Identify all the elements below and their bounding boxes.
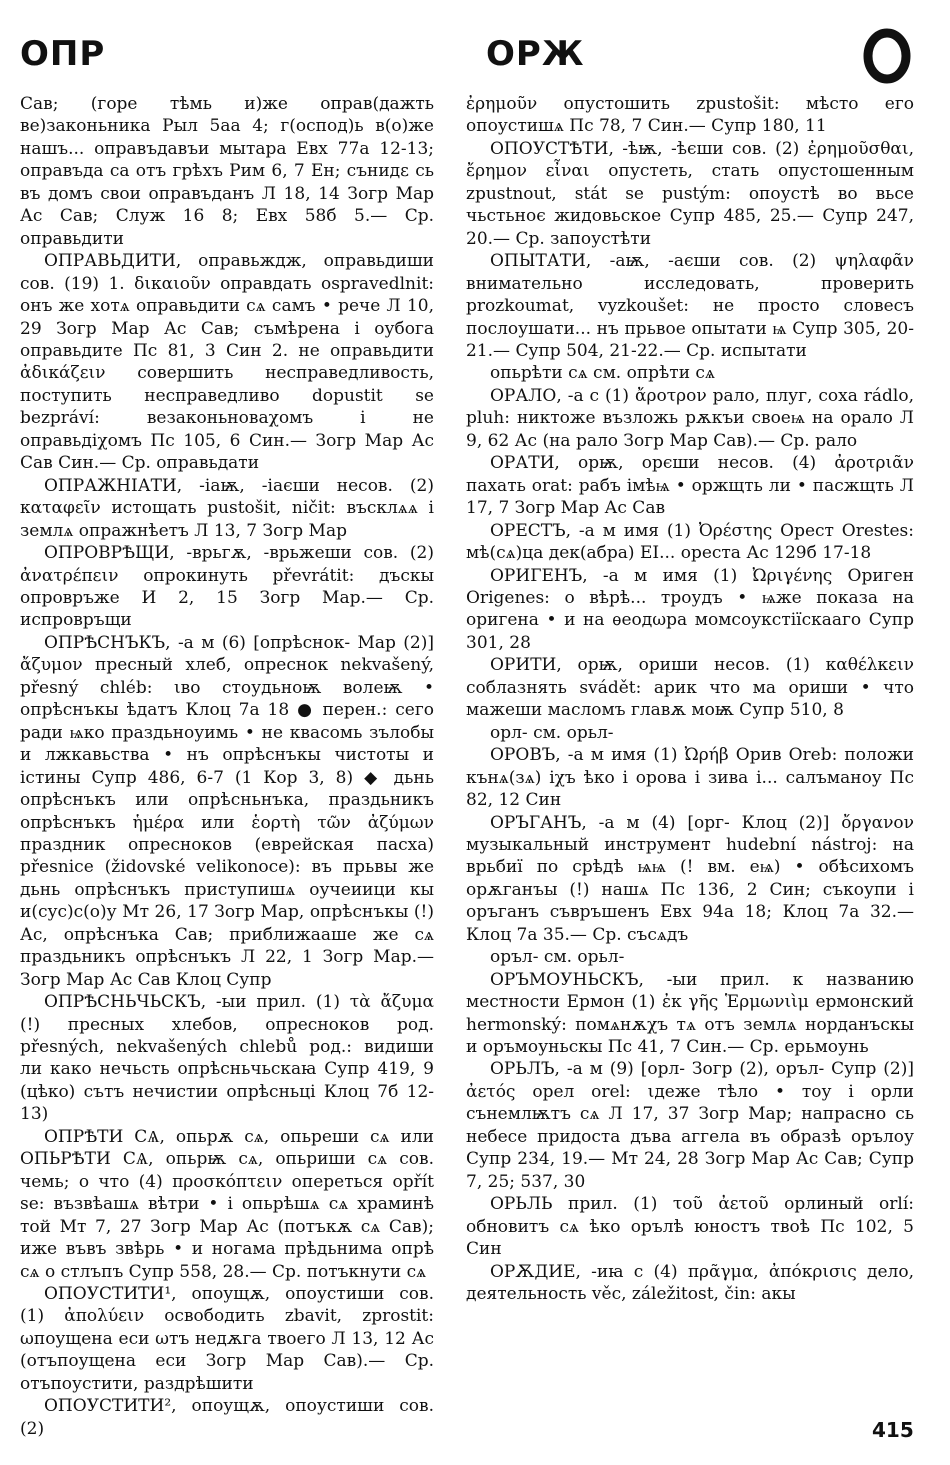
- entry-paragraph: орл- см. орьл-: [490, 722, 614, 743]
- center-running-head: ОРЖ: [486, 34, 585, 74]
- entry-paragraph: ОПРАЖНІАТИ, -іаѭ, -іаєши несов. (2) καταφεῖν истощать pustošit, ničit: въсклѧѧ і землѧ опражнѣетъ Л 13, 7 Зогр Мар: [20, 475, 434, 541]
- entry-paragraph: ОПРѢСНЪКЪ, -а м (6) [опрѣснок- Мар (2)] ἄζυμον пресный хлеб, опреснок nekvašený, přesný chléb: ιво стоудьноѭ волеѭ • опрѣснъкы ѣдатъ Клоц 7а 18 ● перен.: сего ради ѩко праздьноуимь • не квасомь зълобы и лжкавьства • нъ опрѣснъкы чистоты и істины Супр 486, 6-7 (1 Кор 3, 8) ◆ дьнь опрѣснъкъ или опрѣсньнъка, праздьникъ опрѣснъкъ ἡμέρα или ἑορτὴ τῶν ἀζύμων праздник опресноков (еврейская пасха) přesnice (židovské velikonoce): въ прьвы же дьнь опрѣснъкъ приступишѧ оучеиици кы и(сус)с(о)у Мт 26, 17 Зогр Мар, опрѣснъкы (!) Ас, опрѣснъка Сав; приближааше же сѧ праздьникъ опрѣснъкъ Л 22, 1 Зогр Мар.— Зогр Мар Ас Сав Клоц Супр: [20, 632, 434, 990]
- entry-paragraph: ОПРОВРѢЩИ, -врьгѫ, -врьжеши сов. (2) ἀνατρέπειν опрокинуть převrátit: дъскы опровръже И 2, 15 Зогр Мар.— Ср. испровръщи: [20, 543, 434, 631]
- left-column: [20, 93, 434, 1440]
- entry-paragraph: опьрѣти сѧ см. опрѣти сѧ: [490, 363, 715, 384]
- entry-paragraph: ОПРѢСНЬЧЬСКЪ, -ыи прил. (1) τὰ ἄζυμα (!) пресных хлебов, опресноков род. přesných, nekvašených chlebů род.: видиши ли како нечьсть опрѣсньчьскаꙗ Супр 419, 9 (цѣко) сътъ нечистии опрѣсньці Клоц 7б 12-13): [20, 992, 434, 1125]
- entry-paragraph: ОПОУСТѢТИ, -ѣѭ, -ѣєши сов. (2) ἐρημοῦσθαι, ἔρημον εἶναι опустеть, стать опустошенным zpustnout, stát se pustým: опоустѣ во вьсе чьстьноє жидовьское Супр 485, 25.— Супр 247, 20.— Ср. запоустѣти: [466, 138, 914, 249]
- section-letter-o-icon: [862, 28, 912, 84]
- entry-paragraph: ОРИГЕНЪ, -а м имя (1) Ὠριγένης Ориген Origenes: о вѣрѣ... троудъ • ѩже показа на оригена • и на ѳеодωра момсоукстіїскааго Супр 301, 28: [466, 565, 914, 653]
- entry-paragraph: ОРЬЛЬ прил. (1) τοῦ ἀετοῦ орлиный orlí: обновитъ сѧ ѣко орълѣ юностъ твоѣ Пс 102, 5 Син: [466, 1194, 914, 1260]
- entry-paragraph: ОПРѢТИ СѦ, опьрѫ сѧ, опьреши сѧ или ОПЬРѢТИ СѦ, опьрѭ сѧ, опьриши сѧ сов. чемь; о что (4) προσκόπτειν опереться opřít se: възвѣашѧ вѣтри • і опьрѣшѧ сѧ храминѣ той Мт 7, 27 Зогр Мар Ас (потъкѫ сѧ Сав); иже въвъ звѣрь • и ногама прѣдьнима опрѣ сѧ о стлъпъ Супр 558, 28.— Ср. потъкнути сѧ: [20, 1126, 434, 1282]
- entry-paragraph: ОПОУСТИТИ¹, опоущѫ, опоустиши сов. (1) ἀπολύειν освободить zbavit, zprostit: ωпоущенa еси ωтъ недѫга твоего Л 13, 12 Ас (отъпоущена еси Зогр Мар Сав).— Ср. отъпоустити, раздрѣшити: [20, 1284, 434, 1394]
- entry-paragraph: ОРАТИ, орѭ, орєши несов. (4) ἀροτριᾶν пахать orat: рабъ імѣѩ • оржщть ли • пасжщть Л 17, 7 Зогр Мар Ас Сав: [466, 453, 914, 519]
- entry-paragraph: ОРЪГАНЪ, -а м (4) [орг- Клоц (2)] ὄργανον музыкальный инструмент hudební nástroj: на врьбиї по срѣдѣ ѩѩ (! вм. еѩ) • обѣсихомъ орѫганъы (!) нашѧ Пс 136, 2 Син; съкоупи і оръганъ съвръшенъ Евх 94а 18; Клоц 7а 32.— Клоц 7а 35.— Ср. съсѧдъ: [466, 812, 914, 945]
- page-number: 415: [872, 1418, 914, 1442]
- entry-paragraph: Сав; (горе тѣмь и)же оправ(дажть ве)законьника Рыл 5аа 4; г(оспод)ь в(о)же нашъ... оправъдавъи мытара Евх 77а 12-13; оправъда са отъ грѣхъ Рим 6, 7 Ен; сънидε сь въ домъ свои оправъданъ Л 18, 14 Зогр Мар Ас Сав; Служ 16 8; Евх 58б 5.— Ср. оправьдити: [20, 94, 434, 249]
- entry-paragraph: ОРИТИ, орѭ, ориши несов. (1) καθέλκειν соблазнять svádět: арик что ма ориши • что мажеши масломъ главѫ моѭ Супр 510, 8: [466, 655, 914, 721]
- entry-paragraph: ОРЪМОУНЬСКЪ, -ыи прил. к названию местности Ермон (1) ἐκ γῆς Ἑρμωνιὶμ ермонский hermonský: помѧнѫχъ тѧ отъ землѧ норданъскы и оръмоуньскы Пс 41, 7 Син.— Ср. ерьмоунь: [466, 969, 914, 1058]
- svg-text:О: О: [887, 62, 888, 63]
- entry-paragraph: ОПРАВЬДИТИ, оправьждж, оправьдиши сов. (19) 1. δικαιοῦν оправдать ospravedlnit: онъ же хотѧ оправьдити сѧ самъ • рече Л 10, 29 Зогр Мар Ас Сав; съмѣрена і оубога оправьдите Пс 81, 3 Син 2. не оправьдити ἀδικάζειν совершить несправедливость, поступить несправедливо dopustit se bezpráví: везаконьноваχомъ і не оправьдіχомъ Пс 105, 6 Син.— Зогр Мар Ас Сав Син.— Ср. оправьдати: [20, 251, 434, 474]
- entry-paragraph: ἐρημοῦν опустошить zpustošit: мѣсто его опоустишѧ Пс 78, 7 Син.— Супр 180, 11: [466, 94, 914, 137]
- entry-paragraph: ОРЬЛЪ, -а м (9) [орл- Зогр (2), оръл- Супр (2)] ἀετός орел orel: ιдеже тѣло • тоу і орли сънемлѭтъ сѧ Л 17, 37 Зогр Мар; напрасно сь небесе придоста дъва аггела въ образѣ орълоу Супр 234, 19.— Мт 24, 28 Зогр Мар Ас Сав; Супр 7, 25; 537, 30: [466, 1059, 914, 1192]
- entry-paragraph: ОРОВЪ, -а м имя (1) Ὠρήβ Орив Oreb: положи кънѧ(зѧ) іχъ ѣко і орова і зива і... салъманоу Пс 82, 12 Син: [466, 745, 914, 811]
- entry-paragraph: оръл- см. орьл-: [490, 947, 625, 968]
- entry-paragraph: ОПЫТАТИ, -аѭ, -аєши сов. (2) ψηλαφᾶν внимательно исследовать, проверить prozkoumat, vyzkoušet: не просто словесъ послоушати... нъ прьвое опытати ѩ Супр 305, 20-21.— Супр 504, 21-22.— Ср. испытати: [466, 251, 914, 361]
- right-column: [466, 93, 914, 1305]
- entry-paragraph: ОРАЛО, -а с (1) ἄροτρον рало, плуг, соха rádlo, pluh: никтоже възложь рѫкъи своеѩ на орало Л 9, 62 Ас (на рало Зогр Мар Сав).— Ср. рало: [466, 385, 914, 451]
- left-running-head: ОПР: [20, 34, 106, 74]
- entry-paragraph: ОРѪДИЕ, -иꙗ с (4) πρᾶγμα, ἀπόκρισις дело, деятельность věc, záležitost, čin: акы: [466, 1261, 914, 1305]
- entry-paragraph: ОПОУСТИТИ², опоущѫ, опоустиши сов. (2): [20, 1396, 434, 1439]
- entry-paragraph: ОРЕСТЪ, -а м имя (1) Ὀρέστης Орест Orestes: мѣ(сѧ)ца дек(абра) ЕІ... ореста Ас 129б 17-18: [466, 520, 914, 564]
